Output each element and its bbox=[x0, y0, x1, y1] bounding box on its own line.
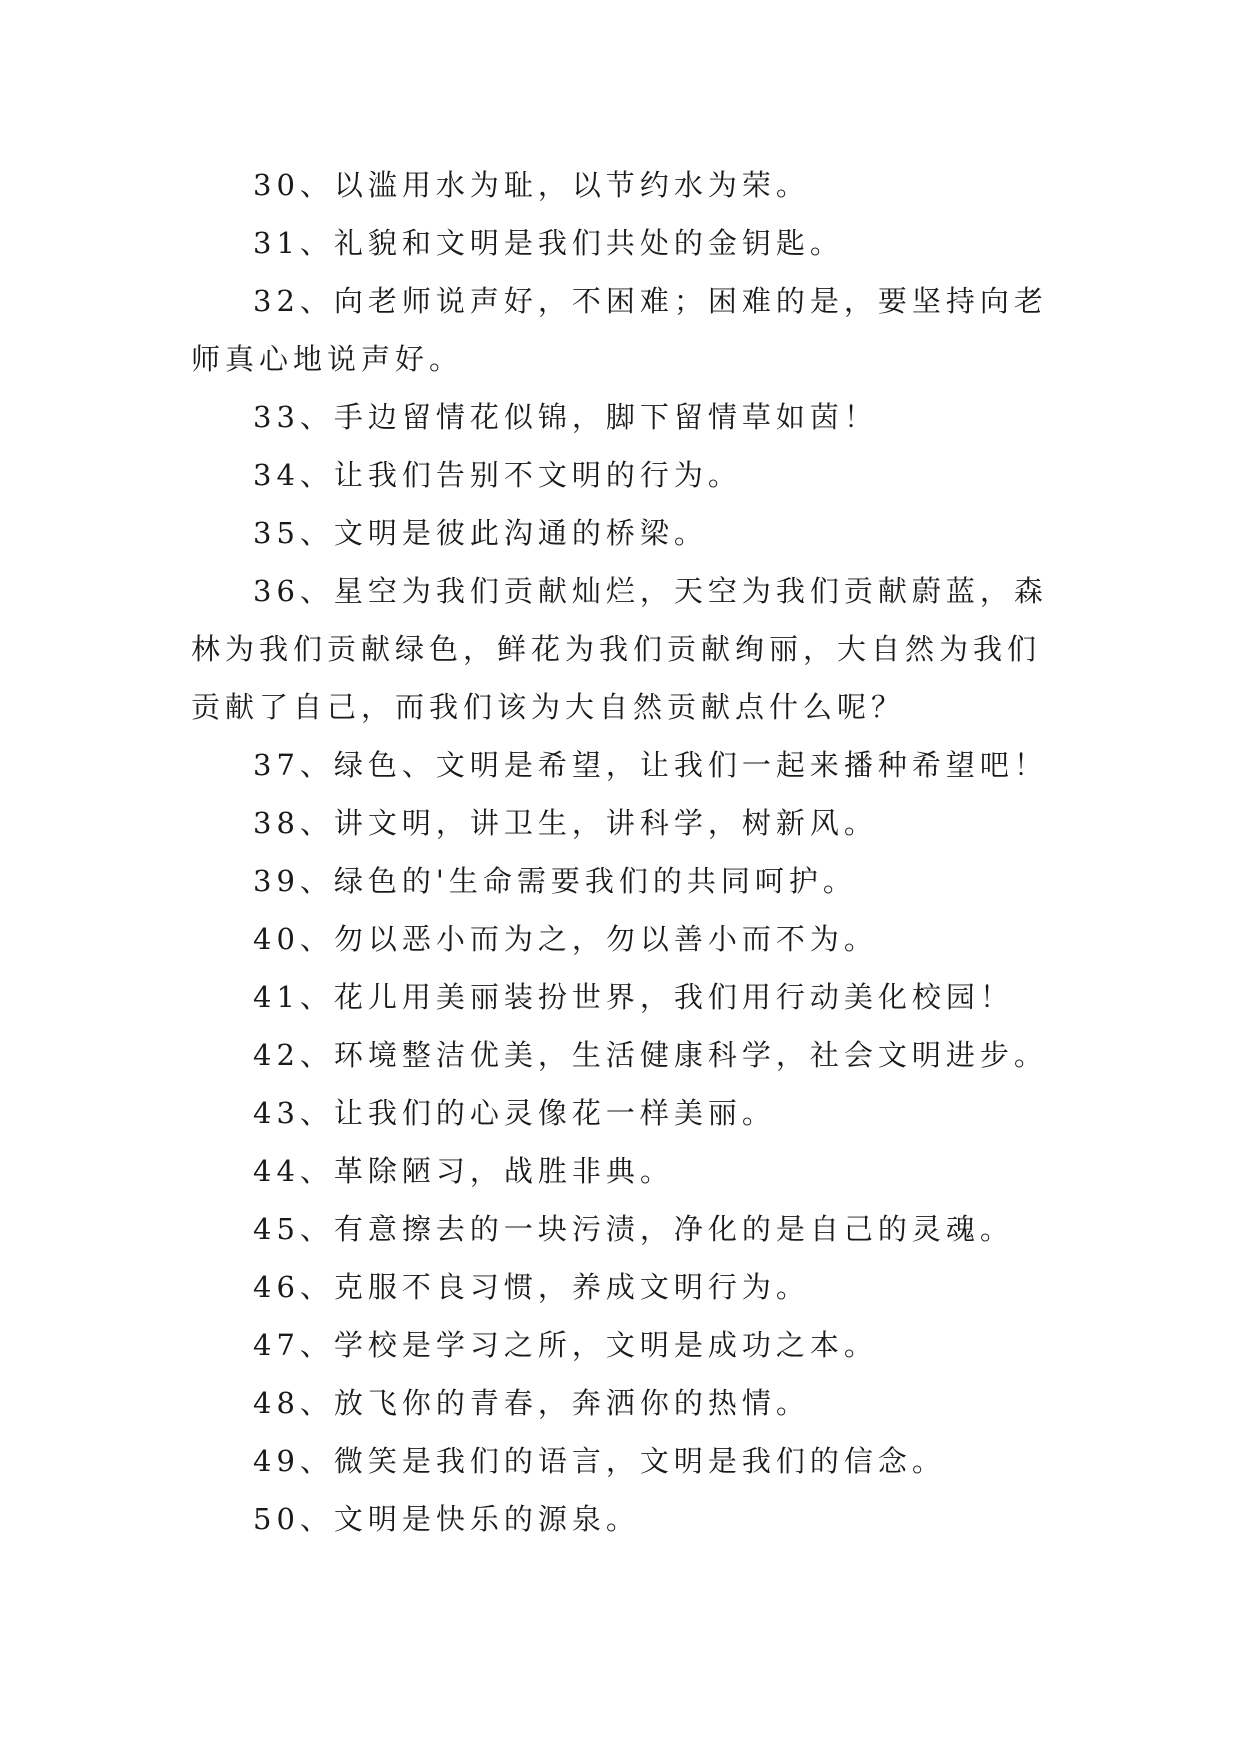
slogan-paragraph-35: 35、文明是彼此沟通的桥梁。 bbox=[253, 516, 708, 550]
slogan-paragraph-40: 40、勿以恶小而为之，勿以善小而不为。 bbox=[253, 922, 878, 956]
slogan-paragraph-46: 46、克服不良习惯，养成文明行为。 bbox=[253, 1270, 810, 1304]
slogan-paragraph-36: 36、星空为我们贡献灿烂，天空为我们贡献蔚蓝，森林为我们贡献绿色，鲜花为我们贡献绚丽，大自然为我们贡献了自己，而我们该为大自然贡献点什么呢？ bbox=[191, 574, 1048, 724]
slogan-paragraph-31: 31、礼貌和文明是我们共处的金钥匙。 bbox=[253, 226, 844, 260]
slogan-paragraph-44: 44、革除陋习，战胜非典。 bbox=[253, 1154, 674, 1188]
slogan-paragraph-38: 38、讲文明，讲卫生，讲科学，树新风。 bbox=[253, 806, 878, 840]
slogan-paragraph-41: 41、花儿用美丽装扮世界，我们用行动美化校园！ bbox=[253, 980, 1014, 1014]
slogan-paragraph-32: 32、向老师说声好，不困难；困难的是，要坚持向老师真心地说声好。 bbox=[191, 284, 1048, 376]
slogan-paragraph-49: 49、微笑是我们的语言，文明是我们的信念。 bbox=[253, 1444, 946, 1478]
slogan-paragraph-39: 39、绿色的'生命需要我们的共同呵护。 bbox=[253, 864, 857, 898]
slogan-paragraph-48: 48、放飞你的青春，奔洒你的热情。 bbox=[253, 1386, 810, 1420]
slogan-paragraph-34: 34、让我们告别不文明的行为。 bbox=[253, 458, 742, 492]
slogan-paragraph-42: 42、环境整洁优美，生活健康科学，社会文明进步。 bbox=[253, 1038, 1048, 1072]
slogan-paragraph-47: 47、学校是学习之所，文明是成功之本。 bbox=[253, 1328, 878, 1362]
slogan-paragraph-37: 37、绿色、文明是希望，让我们一起来播种希望吧！ bbox=[253, 748, 1048, 782]
slogan-paragraph-45: 45、有意擦去的一块污渍，净化的是自己的灵魂。 bbox=[253, 1212, 1014, 1246]
slogan-paragraph-30: 30、以滥用水为耻，以节约水为荣。 bbox=[253, 168, 810, 202]
slogan-paragraph-43: 43、让我们的心灵像花一样美丽。 bbox=[253, 1096, 776, 1130]
slogan-paragraph-50: 50、文明是快乐的源泉。 bbox=[253, 1502, 640, 1536]
document-body bbox=[191, 156, 1051, 1548]
slogan-paragraph-33: 33、手边留情花似锦，脚下留情草如茵！ bbox=[253, 400, 878, 434]
